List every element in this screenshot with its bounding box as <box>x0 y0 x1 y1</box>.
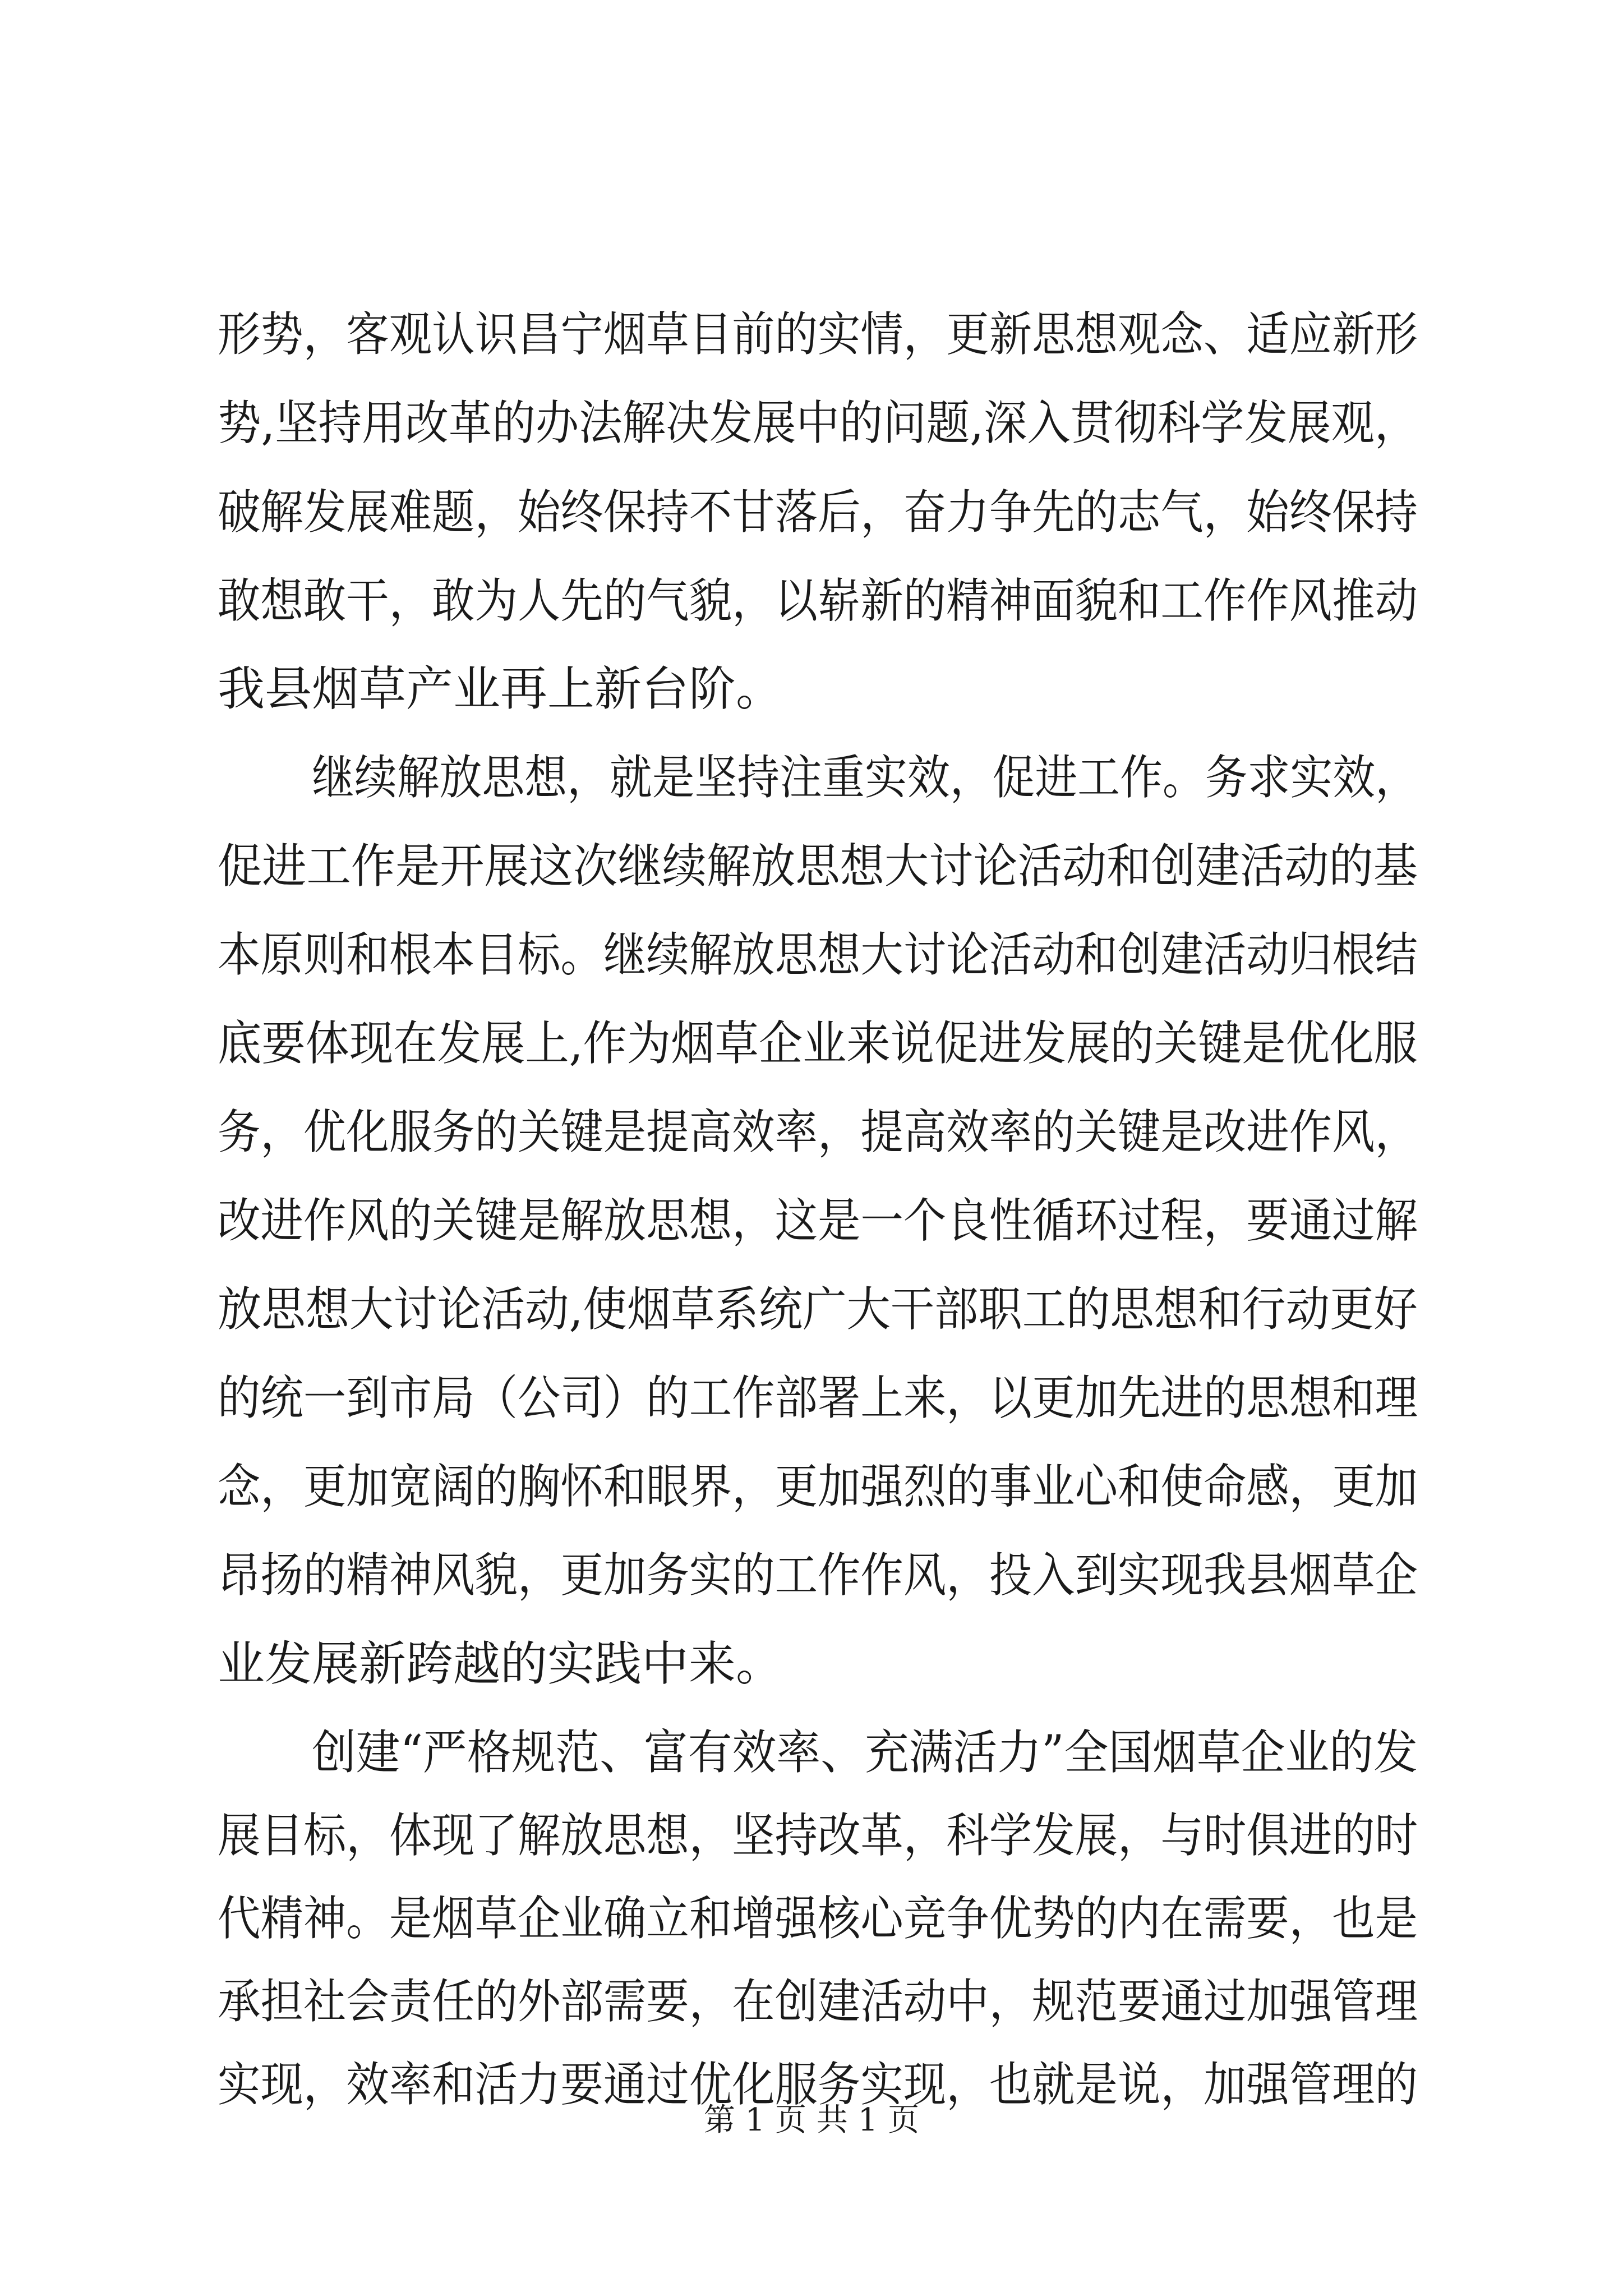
text-line: 实现，效率和活力要通过优化服务实现，也就是说，加强管理的 <box>218 2057 1418 2112</box>
text-line: 改进作风的关键是解放思想，这是一个良性循环过程，要通过解 <box>218 1193 1418 1248</box>
text-line: 本原则和根本目标。继续解放思想大讨论活动和创建活动归根结 <box>218 927 1418 982</box>
text-line: 敢想敢干，敢为人先的气貌，以崭新的精神面貌和工作作风推动 <box>218 573 1418 628</box>
text-line: 破解发展难题，始终保持不甘落后，奋力争先的志气，始终保持 <box>218 485 1418 540</box>
page-footer: 第 1 页 共 1 页 <box>703 2102 920 2138</box>
text-line: 念，更加宽阔的胸怀和眼界，更加强烈的事业心和使命感，更加 <box>218 1459 1418 1514</box>
text-line: 继续解放思想，就是坚持注重实效，促进工作。务求实效， <box>312 750 1418 805</box>
text-line: 创建“严格规范、富有效率、充满活力”全国烟草企业的发 <box>312 1725 1418 1780</box>
text-line: 放思想大讨论活动,使烟草系统广大干部职工的思想和行动更好 <box>218 1282 1418 1337</box>
text-line: 昂扬的精神风貌，更加务实的工作作风，投入到实现我县烟草企 <box>218 1548 1418 1603</box>
text-line: 势,坚持用改革的办法解决发展中的问题,深入贯彻科学发展观， <box>218 395 1418 450</box>
text-line: 展目标，体现了解放思想，坚持改革，科学发展，与时俱进的时 <box>218 1808 1418 1863</box>
text-line: 我县烟草产业再上新台阶。 <box>218 661 783 716</box>
text-line: 代精神。是烟草企业确立和增强核心竞争优势的内在需要，也是 <box>218 1891 1418 1946</box>
text-line: 承担社会责任的外部需要，在创建活动中，规范要通过加强管理 <box>218 1974 1418 2029</box>
text-line: 的统一到市局（公司）的工作部署上来，以更加先进的思想和理 <box>218 1370 1418 1425</box>
text-line: 业发展新跨越的实践中来。 <box>218 1636 783 1691</box>
text-line: 底要体现在发展上,作为烟草企业来说促进发展的关键是优化服 <box>218 1016 1418 1071</box>
text-line: 促进工作是开展这次继续解放思想大讨论活动和创建活动的基 <box>218 839 1418 894</box>
text-line: 形势，客观认识昌宁烟草目前的实情，更新思想观念、适应新形 <box>218 307 1418 362</box>
text-line: 务，优化服务的关键是提高效率，提高效率的关键是改进作风， <box>218 1105 1418 1159</box>
